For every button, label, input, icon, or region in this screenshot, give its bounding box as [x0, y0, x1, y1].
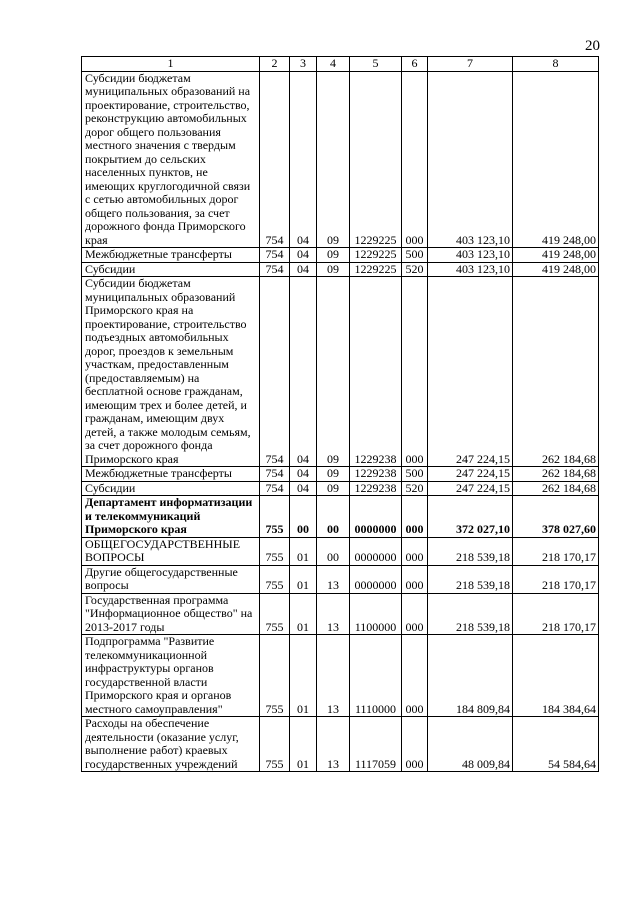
table-row	[82, 537, 599, 565]
chapter-code: 755	[260, 717, 290, 772]
row-name: Другие общегосударственные вопросы	[82, 565, 260, 593]
target-article-code: 1117059	[350, 717, 402, 772]
section-code: 04	[290, 262, 317, 277]
subsection-code: 09	[317, 71, 350, 248]
subsection-code: 00	[317, 496, 350, 538]
amount-year-1: 247 224,15	[428, 467, 513, 482]
table-row	[82, 717, 599, 772]
section-code: 00	[290, 496, 317, 538]
row-name: Субсидии бюджетам муниципальных образований Приморского края на проектирование, строительство подъездных автомобильных дорог, проездов к земельным участкам, предоставленным (предоставляемым) на бесплатной основе гражданам, имеющим трех и более детей, и гражданам, имеющим двух детей, а также молодым семьям, за счет дорожного фонда Приморского края	[82, 277, 260, 467]
table-row	[82, 593, 599, 635]
table-row	[82, 262, 599, 277]
section-code: 04	[290, 467, 317, 482]
amount-year-1: 403 123,10	[428, 248, 513, 263]
chapter-code: 755	[260, 635, 290, 717]
budget-table	[81, 56, 599, 772]
expense-type-code: 000	[402, 71, 428, 248]
target-article-code: 1229225	[350, 71, 402, 248]
header-cell: 7	[428, 57, 513, 72]
header-row	[82, 57, 599, 72]
amount-year-2: 184 384,64	[513, 635, 599, 717]
amount-year-2: 378 027,60	[513, 496, 599, 538]
target-article-code: 0000000	[350, 537, 402, 565]
amount-year-1: 184 809,84	[428, 635, 513, 717]
table-row	[82, 565, 599, 593]
amount-year-2: 218 170,17	[513, 537, 599, 565]
table-row	[82, 467, 599, 482]
amount-year-2: 54 584,64	[513, 717, 599, 772]
section-code: 04	[290, 481, 317, 496]
chapter-code: 754	[260, 467, 290, 482]
expense-type-code: 500	[402, 467, 428, 482]
section-code: 04	[290, 248, 317, 263]
expense-type-code: 520	[402, 481, 428, 496]
subsection-code: 00	[317, 537, 350, 565]
target-article-code: 1229238	[350, 467, 402, 482]
target-article-code: 1229238	[350, 277, 402, 467]
row-name: Подпрограмма "Развитие телекоммуникационной инфраструктуры органов государственной власти Приморского края и органов местного самоуправления"	[82, 635, 260, 717]
subsection-code: 09	[317, 248, 350, 263]
row-name: Субсидии бюджетам муниципальных образований на проектирование, строительство, реконструкцию автомобильных дорог общего пользования местного значения с твердым покрытием до сельских населенных пунктов, не имеющих круглогодичной связи с сетью автомобильных дорог общего пользования, за счет дорожного фонда Приморского края	[82, 71, 260, 248]
expense-type-code: 000	[402, 717, 428, 772]
header-cell: 5	[350, 57, 402, 72]
table-row	[82, 248, 599, 263]
expense-type-code: 000	[402, 635, 428, 717]
subsection-code: 13	[317, 593, 350, 635]
table-row	[82, 277, 599, 467]
header-cell: 2	[260, 57, 290, 72]
target-article-code: 1229238	[350, 481, 402, 496]
page-number: 20	[585, 38, 600, 54]
header-cell: 8	[513, 57, 599, 72]
expense-type-code: 000	[402, 593, 428, 635]
amount-year-2: 419 248,00	[513, 262, 599, 277]
subsection-code: 13	[317, 717, 350, 772]
row-name: Субсидии	[82, 262, 260, 277]
header-cell: 3	[290, 57, 317, 72]
header-cell: 4	[317, 57, 350, 72]
chapter-code: 754	[260, 277, 290, 467]
expense-type-code: 520	[402, 262, 428, 277]
table-row	[82, 496, 599, 538]
amount-year-1: 403 123,10	[428, 262, 513, 277]
expense-type-code: 000	[402, 537, 428, 565]
amount-year-2: 262 184,68	[513, 467, 599, 482]
chapter-code: 755	[260, 593, 290, 635]
section-code: 01	[290, 593, 317, 635]
subsection-code: 13	[317, 635, 350, 717]
chapter-code: 754	[260, 262, 290, 277]
amount-year-1: 48 009,84	[428, 717, 513, 772]
row-name: Расходы на обеспечение деятельности (оказание услуг, выполнение работ) краевых государственных учреждений	[82, 717, 260, 772]
target-article-code: 1229225	[350, 262, 402, 277]
row-name: ОБЩЕГОСУДАРСТВЕННЫЕ ВОПРОСЫ	[82, 537, 260, 565]
amount-year-1: 247 224,15	[428, 481, 513, 496]
amount-year-2: 262 184,68	[513, 277, 599, 467]
subsection-code: 13	[317, 565, 350, 593]
chapter-code: 754	[260, 481, 290, 496]
amount-year-1: 218 539,18	[428, 537, 513, 565]
chapter-code: 755	[260, 565, 290, 593]
target-article-code: 0000000	[350, 496, 402, 538]
amount-year-1: 403 123,10	[428, 71, 513, 248]
amount-year-1: 247 224,15	[428, 277, 513, 467]
chapter-code: 754	[260, 71, 290, 248]
row-name: Межбюджетные трансферты	[82, 467, 260, 482]
expense-type-code: 000	[402, 277, 428, 467]
row-name: Департамент информатизации и телекоммуникаций Приморского края	[82, 496, 260, 538]
section-code: 04	[290, 71, 317, 248]
section-code: 04	[290, 277, 317, 467]
chapter-code: 755	[260, 537, 290, 565]
expense-type-code: 000	[402, 496, 428, 538]
amount-year-2: 419 248,00	[513, 248, 599, 263]
table-row	[82, 481, 599, 496]
section-code: 01	[290, 565, 317, 593]
target-article-code: 1100000	[350, 593, 402, 635]
amount-year-1: 372 027,10	[428, 496, 513, 538]
target-article-code: 1229225	[350, 248, 402, 263]
expense-type-code: 500	[402, 248, 428, 263]
amount-year-2: 218 170,17	[513, 593, 599, 635]
subsection-code: 09	[317, 262, 350, 277]
amount-year-2: 262 184,68	[513, 481, 599, 496]
row-name: Межбюджетные трансферты	[82, 248, 260, 263]
target-article-code: 0000000	[350, 565, 402, 593]
chapter-code: 755	[260, 496, 290, 538]
amount-year-2: 218 170,17	[513, 565, 599, 593]
section-code: 01	[290, 537, 317, 565]
subsection-code: 09	[317, 467, 350, 482]
section-code: 01	[290, 635, 317, 717]
subsection-code: 09	[317, 277, 350, 467]
table-row	[82, 635, 599, 717]
target-article-code: 1110000	[350, 635, 402, 717]
amount-year-2: 419 248,00	[513, 71, 599, 248]
expense-type-code: 000	[402, 565, 428, 593]
header-cell: 6	[402, 57, 428, 72]
table-row	[82, 71, 599, 248]
section-code: 01	[290, 717, 317, 772]
row-name: Государственная программа "Информационное общество" на 2013-2017 годы	[82, 593, 260, 635]
amount-year-1: 218 539,18	[428, 593, 513, 635]
subsection-code: 09	[317, 481, 350, 496]
chapter-code: 754	[260, 248, 290, 263]
row-name: Субсидии	[82, 481, 260, 496]
header-cell: 1	[82, 57, 260, 72]
amount-year-1: 218 539,18	[428, 565, 513, 593]
